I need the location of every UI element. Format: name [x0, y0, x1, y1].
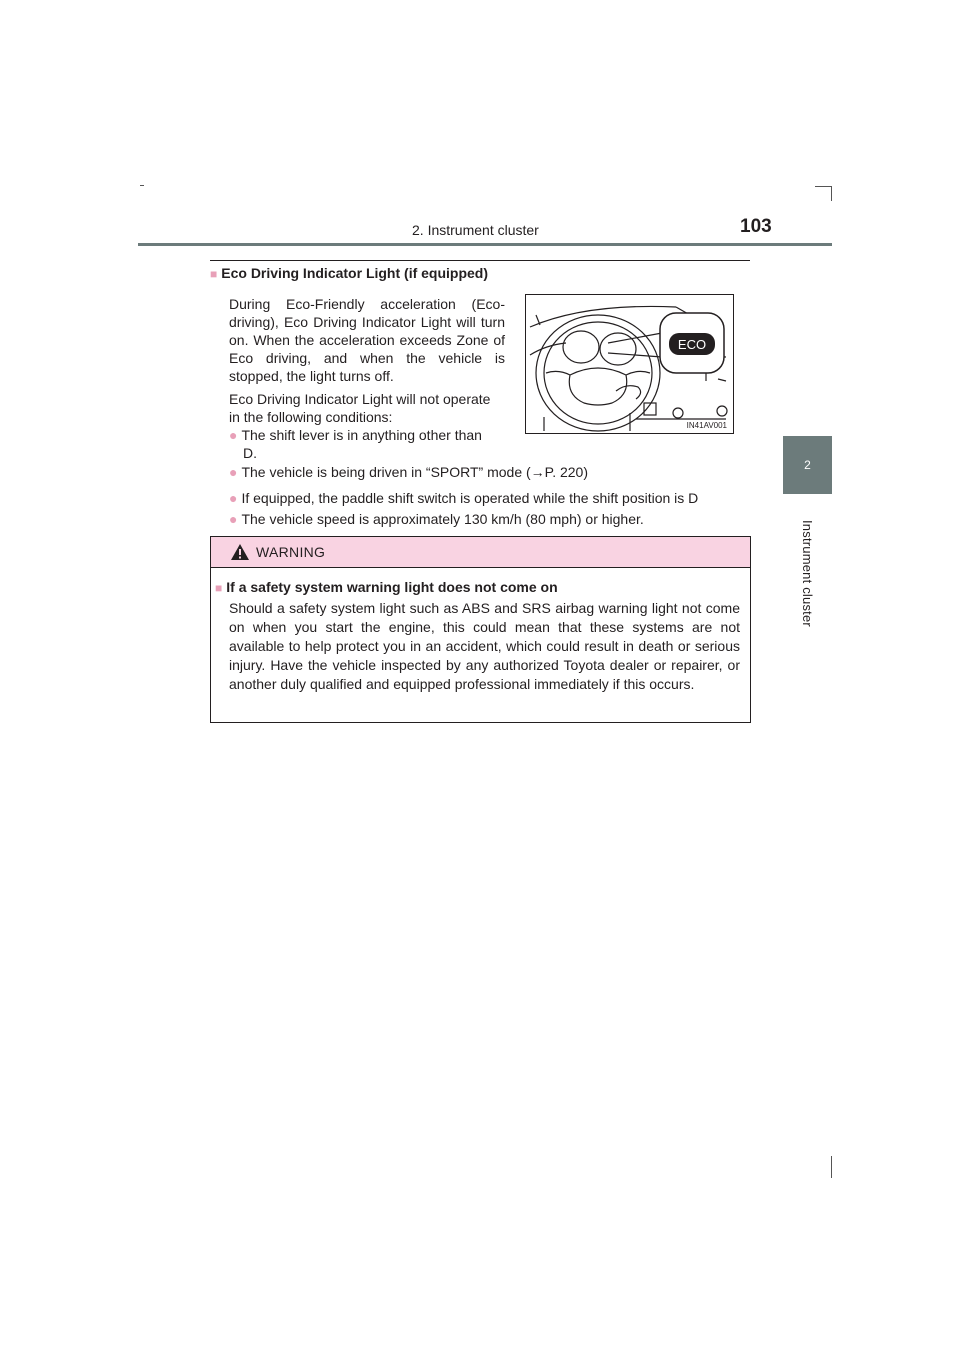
chapter-tab [783, 436, 832, 494]
dashboard-drawing [526, 295, 733, 433]
eco-badge-text: ECO [677, 337, 707, 352]
list-item [229, 489, 698, 507]
dashboard-illustration [525, 294, 734, 434]
warning-triangle-icon [230, 543, 250, 561]
section-heading [210, 265, 488, 281]
figure-code: IN41AV001 [686, 421, 727, 430]
list-item-text: If equipped, the paddle shift switch is operated while the shift position is D [241, 490, 699, 506]
warning-title [215, 579, 558, 595]
paragraph: During Eco-Friendly acceleration (Eco-driving), Eco Driving Indicator Light will turn on. When the acceleration exceeds Zone of Eco driving, and when the vehicle is stopped, the light turns off. [229, 296, 505, 384]
bullet-dot-icon: ● [229, 490, 238, 506]
list-item-text: The vehicle speed is approximately 130 km/h (80 mph) or higher. [241, 511, 644, 527]
list-item [229, 463, 588, 481]
bullet-dot-icon: ● [229, 427, 238, 443]
crop-mark [831, 1156, 832, 1178]
section-heading-text: Eco Driving Indicator Light (if equipped) [221, 265, 489, 281]
section-title: 2. Instrument cluster [412, 222, 539, 238]
crop-mark [815, 186, 832, 187]
chapter-side-label [788, 520, 828, 640]
page-number: 103 [740, 216, 772, 237]
crop-mark [140, 185, 144, 186]
square-bullet-icon: ■ [210, 267, 218, 281]
bullet-dot-icon: ● [229, 511, 238, 527]
list-item-continuation: D. [243, 445, 257, 461]
warning-box [210, 536, 751, 723]
header-rule [138, 243, 832, 246]
list-item-text: The shift lever is in anything other than [241, 427, 482, 443]
list-item-text: The vehicle is being driven in “SPORT” mode (→P. 220) [241, 464, 588, 480]
warning-header [211, 537, 750, 568]
bullet-dot-icon: ● [229, 464, 238, 480]
crop-mark [831, 186, 832, 201]
square-bullet-icon: ■ [215, 581, 223, 595]
list-item [229, 426, 505, 444]
warning-label: WARNING [256, 544, 326, 560]
paragraph: Eco Driving Indicator Light will not operate in the following conditions: [229, 391, 491, 425]
warning-text: Should a safety system light such as ABS and SRS airbag warning light not come on when you start the engine, this could mean that these systems are not available to help protect you in an accident, which could result in death or serious injury. Have the vehicle inspected by any authorized Toyota dealer or repairer, or another duly qualified and equipped professional immediately if this occurs. [229, 600, 740, 692]
chapter-label: Instrument cluster [800, 520, 815, 627]
warning-title-text: If a safety system warning light does not come on [226, 579, 558, 595]
section-rule [210, 260, 750, 261]
list-item [229, 510, 644, 528]
chapter-number: 2 [804, 458, 811, 472]
